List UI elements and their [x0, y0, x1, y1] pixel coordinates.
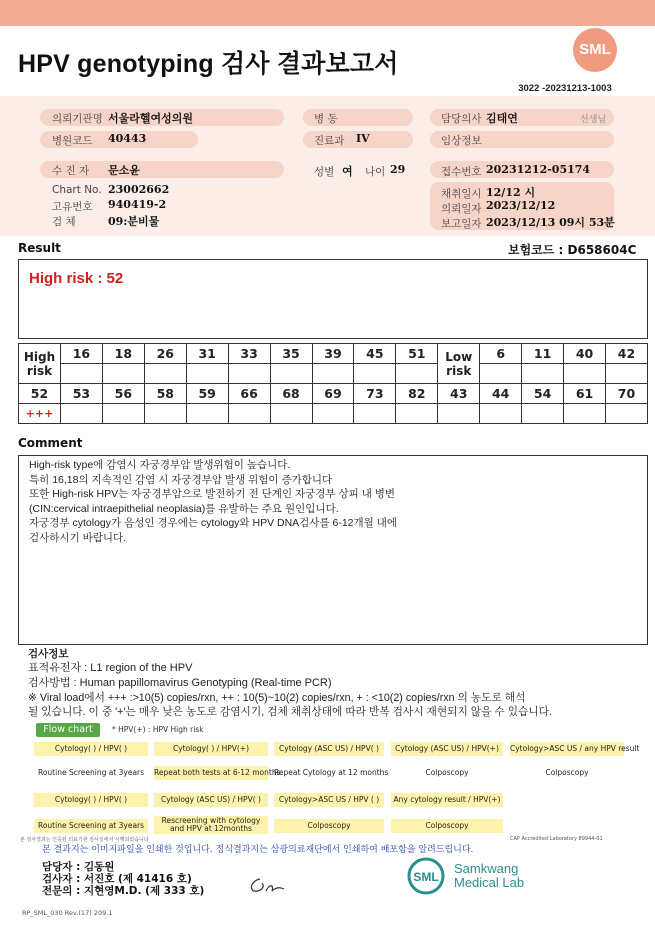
- form-number: RP_SML_030 Rev.(17) 209.1: [22, 909, 113, 917]
- age-value: 29: [390, 163, 406, 176]
- result-cell: [480, 404, 522, 424]
- staff-specialist: 전문의 : 지현영M.D. (제 333 호): [42, 885, 205, 897]
- gender-value: 여: [342, 165, 353, 178]
- staff-manager: 담당자 : 김동원: [42, 861, 115, 873]
- genotype-cell: 16: [60, 344, 102, 364]
- comment-line: 특히 16,18의 지속적인 감염 시 자궁경부암 발생 위험이 증가합니다: [29, 473, 333, 486]
- flow-node: Colposcopy: [274, 819, 384, 833]
- specimen-label: 검 체: [52, 216, 76, 228]
- genotype-cell: 56: [102, 384, 144, 404]
- hospital-value: 서울라헬여성의원: [108, 112, 194, 125]
- genotype-cell: 54: [522, 384, 564, 404]
- flow-node: Repeat Cytology at 12 months: [274, 768, 389, 777]
- result-cell: [396, 364, 438, 384]
- age-label: 나이: [365, 166, 386, 178]
- result-cell: [270, 364, 312, 384]
- comment-line: (CIN:cervical intraepithelial neoplasia)를 유발하는 주요 원인입니다.: [29, 502, 339, 515]
- flow-node: Repeat both tests at 6-12 months: [154, 766, 268, 780]
- document-number: 3022 -20231213-1003: [518, 83, 612, 94]
- collect-label: 채취일시: [441, 188, 482, 200]
- flow-node: Cytology (ASC US) / HPV( ): [274, 742, 384, 756]
- genotype-cell: 82: [396, 384, 438, 404]
- request-value: 2023/12/12: [486, 199, 556, 212]
- comment-heading: Comment: [18, 436, 83, 450]
- lab-name: Samkwang Medical Lab: [454, 861, 525, 890]
- sml-logo: SML: [573, 28, 617, 72]
- flow-node: Routine Screening at 3years: [34, 819, 148, 833]
- dept-value: IV: [356, 132, 370, 145]
- result-cell: [228, 364, 270, 384]
- flow-node: Cytology>ASC US / any HPV result: [510, 742, 624, 756]
- flow-node: Colposcopy: [545, 768, 589, 777]
- flow-node: Cytology (ASC US) / HPV(+): [391, 742, 503, 756]
- comment-box: [18, 455, 648, 645]
- uid-label: 고유번호: [52, 201, 93, 213]
- comment-line: High-risk type에 감염시 자궁경부암 발생위험이 높습니다.: [29, 459, 291, 471]
- report-label: 보고일자: [441, 218, 482, 230]
- receiver-label: 수 진 자: [52, 165, 90, 177]
- test-info-title: 검사정보: [28, 648, 69, 660]
- result-cell: [312, 404, 354, 424]
- result-cell: [186, 364, 228, 384]
- result-cell: [522, 404, 564, 424]
- result-cell: [480, 364, 522, 384]
- flow-node: Cytology>ASC US / HPV ( ): [274, 793, 384, 807]
- genotype-cell: 73: [354, 384, 396, 404]
- fine-print-right: CAP Accredited Laboratory 89944-01: [510, 836, 603, 842]
- result-cell: [396, 404, 438, 424]
- comment-line: 검사하시기 바랍니다.: [29, 531, 127, 544]
- test-info-note-1: ※ Viral load에서 +++ :>10(5) copies/rxn, ++ : 10(5)~10(2) copies/rxn, + : <10(2) copies/rxn 의 농도로 해석: [28, 692, 526, 704]
- genotype-cell: 66: [228, 384, 270, 404]
- image-notice: 본 결과지는 이미지파일을 인쇄한 것입니다. 정식결과지는 삼광의료재단에서 인쇄하여 배포함을 알려드립니다.: [42, 845, 474, 855]
- clinical-label: 임상정보: [441, 135, 482, 147]
- result-cell: [605, 404, 647, 424]
- genotype-cell: 70: [605, 384, 647, 404]
- result-cell: [564, 404, 606, 424]
- result-cell: [354, 404, 396, 424]
- genotype-cell: 45: [354, 344, 396, 364]
- genotype-cell: 42: [605, 344, 647, 364]
- doctor-suffix: 선생님: [580, 115, 607, 125]
- flow-node: Any cytology result / HPV(+): [391, 793, 503, 807]
- chart-value: 23002662: [108, 183, 170, 196]
- genotype-cell: 68: [270, 384, 312, 404]
- result-cell: [102, 364, 144, 384]
- result-heading: Result: [18, 241, 61, 255]
- genotype-table: [18, 343, 648, 424]
- result-summary-box: [18, 259, 648, 339]
- result-cell: [186, 404, 228, 424]
- flow-node: Colposcopy: [391, 819, 503, 833]
- page-title: HPV genotyping 검사 결과보고서: [18, 50, 399, 78]
- result-summary: High risk : 52: [29, 270, 124, 287]
- fine-print-left: 본 검사결과는 인증된 의료기관 검사실에서 시행되었습니다: [20, 837, 149, 843]
- genotype-cell: 43: [438, 384, 480, 404]
- flow-node: Cytology (ASC US) / HPV( ): [154, 793, 268, 807]
- flow-node: Cytology( ) / HPV(+): [154, 742, 268, 756]
- result-cell: [354, 364, 396, 384]
- genotype-cell: 44: [480, 384, 522, 404]
- uid-value: 940419-2: [108, 198, 167, 211]
- code-value: 40443: [108, 132, 147, 145]
- flowchart-note: * HPV(+) : HPV High risk: [112, 725, 204, 734]
- comment-line: 또한 High-risk HPV는 자궁경부암으로 발전하기 전 단계인 자궁경부 상피 내 병변: [29, 488, 396, 500]
- result-cell: +++: [19, 404, 61, 424]
- flow-node: Colposcopy: [425, 768, 469, 777]
- gender-label: 성별: [314, 166, 335, 178]
- reception-label: 접수번호: [441, 166, 482, 178]
- genotype-cell: 26: [144, 344, 186, 364]
- code-label: 병원코드: [52, 135, 93, 147]
- flow-node: Cytology( ) / HPV( ): [34, 742, 148, 756]
- specimen-value: 09:분비물: [108, 215, 160, 228]
- result-cell: [564, 364, 606, 384]
- comment-line: 자궁경부 cytology가 음성인 경우에는 cytology와 HPV DNA검사를 6-12개월 내에: [29, 517, 398, 529]
- result-cell: [228, 404, 270, 424]
- low-risk-label: Low risk: [438, 344, 480, 384]
- flow-node: Routine Screening at 3years: [37, 768, 145, 777]
- flow-node: Rescreening with cytology and HPV at 12months: [154, 816, 268, 834]
- svg-text:SML: SML: [413, 870, 439, 884]
- genotype-cell: 18: [102, 344, 144, 364]
- genotype-cell: 69: [312, 384, 354, 404]
- result-cell: [270, 404, 312, 424]
- result-cell: [522, 364, 564, 384]
- genotype-cell: 52: [19, 384, 61, 404]
- genotype-cell: 33: [228, 344, 270, 364]
- request-label: 의뢰일자: [441, 203, 482, 215]
- report-value: 2023/12/13 09시 53분: [486, 216, 615, 229]
- genotype-cell: 39: [312, 344, 354, 364]
- genotype-cell: 51: [396, 344, 438, 364]
- flow-node: Cytology( ) / HPV( ): [34, 793, 148, 807]
- genotype-cell: 53: [60, 384, 102, 404]
- collect-value: 12/12 시: [486, 186, 536, 199]
- chart-label: Chart No.: [52, 184, 102, 196]
- genotype-cell: 40: [564, 344, 606, 364]
- genotype-cell: 31: [186, 344, 228, 364]
- insurance-code: 보험코드 : D658604C: [508, 243, 637, 257]
- flowchart-tag: Flow chart: [36, 723, 100, 737]
- result-cell: [144, 364, 186, 384]
- lab-logo-icon: [404, 858, 448, 894]
- doctor-value: 김태연: [486, 112, 518, 125]
- genotype-cell: 35: [270, 344, 312, 364]
- signature-image: [246, 873, 294, 897]
- result-cell: [144, 404, 186, 424]
- genotype-cell: 6: [480, 344, 522, 364]
- result-cell: [60, 404, 102, 424]
- test-info-gene: 표적유전자 : L1 region of the HPV: [28, 662, 193, 674]
- result-cell: [60, 364, 102, 384]
- result-cell: [312, 364, 354, 384]
- result-cell: [102, 404, 144, 424]
- genotype-cell: 11: [522, 344, 564, 364]
- test-info-method: 검사방법 : Human papillomavirus Genotyping (Real-time PCR): [28, 677, 332, 689]
- hospital-label: 의뢰기관명: [52, 113, 103, 125]
- top-banner: [0, 0, 655, 26]
- genotype-cell: 58: [144, 384, 186, 404]
- test-info-note-2: 될 있습니다. 이 중 '+'는 매우 낮은 농도로 감염시기, 검체 채취상태에 따라 반복 검사시 재현되지 않을 수 있습니다.: [28, 706, 552, 718]
- receiver-value: 문소윤: [108, 164, 140, 177]
- ward-label: 병 동: [314, 113, 338, 125]
- result-cell: [438, 404, 480, 424]
- staff-tester: 검사자 : 서진호 (제 41416 호): [42, 873, 192, 885]
- genotype-cell: 59: [186, 384, 228, 404]
- reception-value: 20231212-05174: [486, 163, 591, 176]
- high-risk-label: High risk: [19, 344, 61, 384]
- doctor-label: 담당의사: [441, 113, 482, 125]
- dept-label: 진료과: [314, 135, 345, 147]
- result-cell: [605, 364, 647, 384]
- genotype-cell: 61: [564, 384, 606, 404]
